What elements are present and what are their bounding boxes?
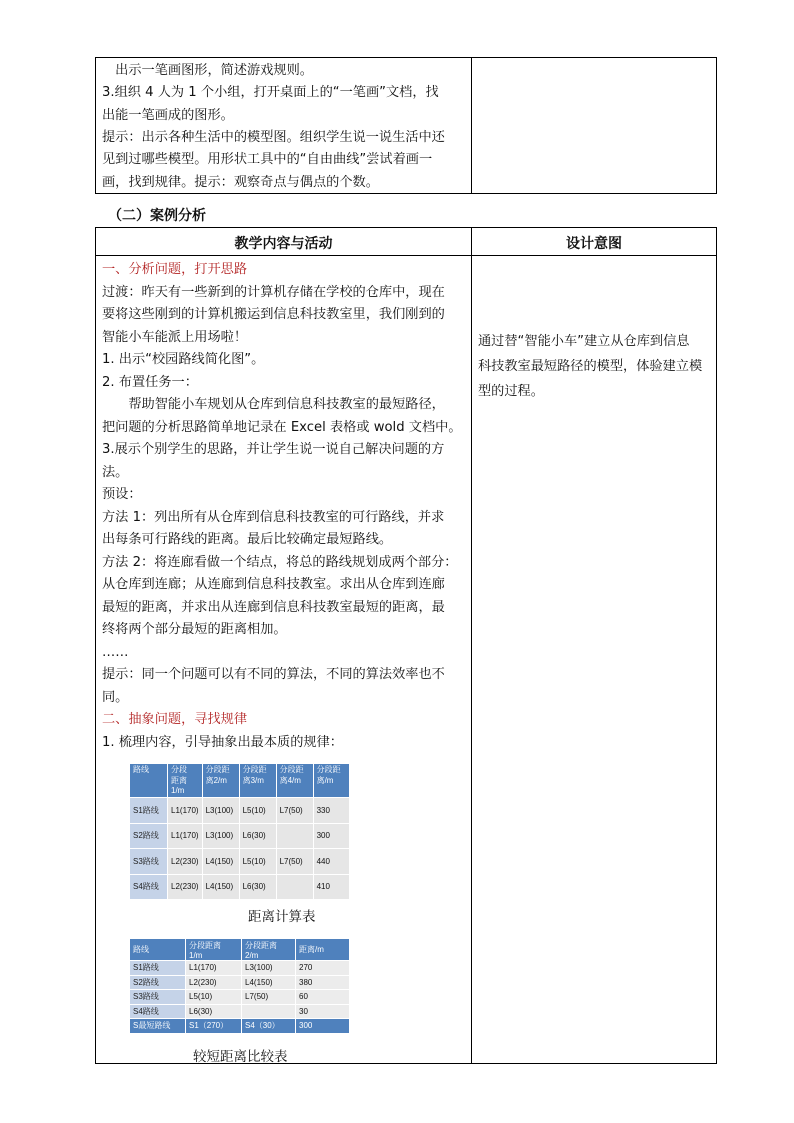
- table-cell: [242, 1004, 296, 1019]
- activity-line: 最短的距离，并求出从连廊到信息科技教室最短的距离，最: [102, 599, 445, 615]
- top-right-cell: [471, 57, 717, 194]
- section-heading: 一、分析问题，打开思路: [102, 262, 248, 277]
- activity-line: 1. 出示“校园路线简化图”。: [102, 352, 265, 367]
- column-header: 分段距离 1/m: [186, 939, 242, 961]
- table-cell: L2(230): [186, 975, 242, 990]
- section-heading: 二、抽象问题，寻找规律: [102, 712, 248, 727]
- distance-calc-caption: 距离计算表: [248, 909, 316, 925]
- table-cell: L3(100): [242, 961, 296, 976]
- activity-line: 过渡：昨天有一些新到的计算机存储在学校的仓库中，现在: [102, 284, 445, 300]
- table-cell: L6(30): [239, 874, 276, 900]
- activity-line: 智能小车能派上用场啦！: [102, 329, 248, 345]
- table-cell: S1路线: [130, 961, 186, 976]
- table-cell: L2(230): [168, 874, 203, 900]
- top-block-line: 画，找到规律。提示：观察奇点与偶点的个数。: [102, 174, 379, 190]
- table-cell: L4(150): [202, 849, 239, 875]
- table-row: [130, 1004, 350, 1019]
- activity-line: 方法 2：将连廊看做一个结点，将总的路线规划成两个部分：: [102, 554, 458, 570]
- header-activities: 教学内容与活动: [234, 236, 333, 252]
- design-intent-line: 通过替“智能小车”建立从仓库到信息: [478, 334, 690, 349]
- column-header: 分段距 离2/m: [202, 764, 239, 798]
- table-cell: L6(30): [239, 823, 276, 849]
- table-cell: 300: [313, 823, 349, 849]
- column-header: 分段距离 2/m: [242, 939, 296, 961]
- table-footer-row: [130, 1019, 350, 1034]
- table-cell: 380: [296, 975, 350, 990]
- table-cell: L1(170): [168, 823, 203, 849]
- table-cell: L3(100): [202, 798, 239, 824]
- table-cell: [276, 823, 313, 849]
- table-cell: L6(30): [186, 1004, 242, 1019]
- column-header: 路线: [130, 939, 186, 961]
- table-cell: 410: [313, 874, 349, 900]
- table-cell: S2路线: [130, 975, 186, 990]
- top-block-line: 见到过哪些模型。用形状工具中的“自由曲线”尝试着画一: [102, 152, 433, 168]
- table-row: [130, 961, 350, 976]
- activity-line: 把问题的分析思路简单地记录在 Excel 表格或 wold 文档中。: [102, 419, 462, 435]
- column-header: 分段距 离/m: [313, 764, 349, 798]
- table-cell: L4(150): [202, 874, 239, 900]
- top-block-line: 出能一笔画成的图形。: [102, 107, 234, 123]
- activity-line: 预设：: [102, 487, 142, 502]
- shorter-distance-caption: 较短距离比较表: [193, 1049, 288, 1065]
- table-row: [130, 798, 350, 824]
- table-cell: L7(50): [276, 798, 313, 824]
- table-row: [130, 849, 350, 875]
- activity-line: 方法 1：列出所有从仓库到信息科技教室的可行路线，并求: [102, 509, 445, 525]
- table-cell: [276, 874, 313, 900]
- table-cell: S2路线: [130, 823, 168, 849]
- header-design-intent: 设计意图: [566, 236, 622, 252]
- column-header: 分段距 离4/m: [276, 764, 313, 798]
- table-row: [130, 874, 350, 900]
- design-intent-line: 型的过程。: [478, 384, 544, 399]
- table-cell: S1路线: [130, 798, 168, 824]
- table-cell: L7(50): [276, 849, 313, 875]
- table-cell: L5(10): [239, 849, 276, 875]
- column-header: 分段 距离 1/m: [168, 764, 203, 798]
- table-row: [130, 990, 350, 1005]
- activity-line: 3.展示个别学生的思路，并让学生说一说自己解决问题的方: [102, 442, 445, 457]
- distance-calc-table: [129, 763, 350, 900]
- top-block-line: 提示：出示各种生活中的模型图。组织学生说一说生活中还: [102, 129, 445, 145]
- table-cell: 440: [313, 849, 349, 875]
- top-block-line: 出示一笔画图形，简述游戏规则。: [102, 63, 313, 78]
- activity-line: 2. 布置任务一：: [102, 374, 198, 390]
- activity-line: 从仓库到连廊；从连廊到信息科技教室。求出从仓库到连廊: [102, 577, 445, 592]
- activity-line: 法。: [102, 464, 129, 480]
- table-cell: S4路线: [130, 874, 168, 900]
- table-cell: L1(170): [168, 798, 203, 824]
- activity-line: 出每条可行路线的距离。最后比较确定最短路线。: [102, 532, 393, 547]
- top-block-line: 3.组织 4 人为 1 个小组，打开桌面上的“一笔画”文档，找: [102, 85, 439, 101]
- activity-line: 终将两个部分最短的距离相加。: [102, 622, 287, 637]
- table-cell: L4(150): [242, 975, 296, 990]
- column-header: 分段距 离3/m: [239, 764, 276, 798]
- table-cell: 330: [313, 798, 349, 824]
- table-cell: 30: [296, 1004, 350, 1019]
- table-cell: S3路线: [130, 990, 186, 1005]
- section-title: （二）案例分析: [108, 208, 206, 224]
- table-cell: S4路线: [130, 1004, 186, 1019]
- table-cell: 270: [296, 961, 350, 976]
- table-cell: L5(10): [186, 990, 242, 1005]
- footer-cell: S4（30）: [242, 1019, 296, 1034]
- activity-line: 帮助智能小车规划从仓库到信息科技教室的最短路径，: [102, 397, 445, 412]
- table-cell: 60: [296, 990, 350, 1005]
- activity-line: 要将这些刚到的计算机搬运到信息科技教室里，我们刚到的: [102, 307, 445, 322]
- table-cell: L2(230): [168, 849, 203, 875]
- footer-cell: S1（270）: [186, 1019, 242, 1034]
- table-cell: L7(50): [242, 990, 296, 1005]
- footer-cell: 300: [296, 1019, 350, 1034]
- table-cell: S3路线: [130, 849, 168, 875]
- footer-cell: S最短路线: [130, 1019, 186, 1034]
- table-row: [130, 975, 350, 990]
- design-intent-line: 科技教室最短路径的模型，体验建立模: [478, 359, 703, 374]
- activity-line: 提示：同一个问题可以有不同的算法，不同的算法效率也不: [102, 667, 445, 682]
- activity-line: ……: [102, 644, 129, 660]
- column-header: 路线: [130, 764, 168, 798]
- table-cell: L5(10): [239, 798, 276, 824]
- column-header: 距离/m: [296, 939, 350, 961]
- table-row: [130, 823, 350, 849]
- table-cell: L3(100): [202, 823, 239, 849]
- activity-line: 1. 梳理内容，引导抽象出最本质的规律：: [102, 734, 343, 750]
- activity-line: 同。: [102, 689, 129, 705]
- table-cell: L1(170): [186, 961, 242, 976]
- shorter-distance-table: [129, 938, 350, 1034]
